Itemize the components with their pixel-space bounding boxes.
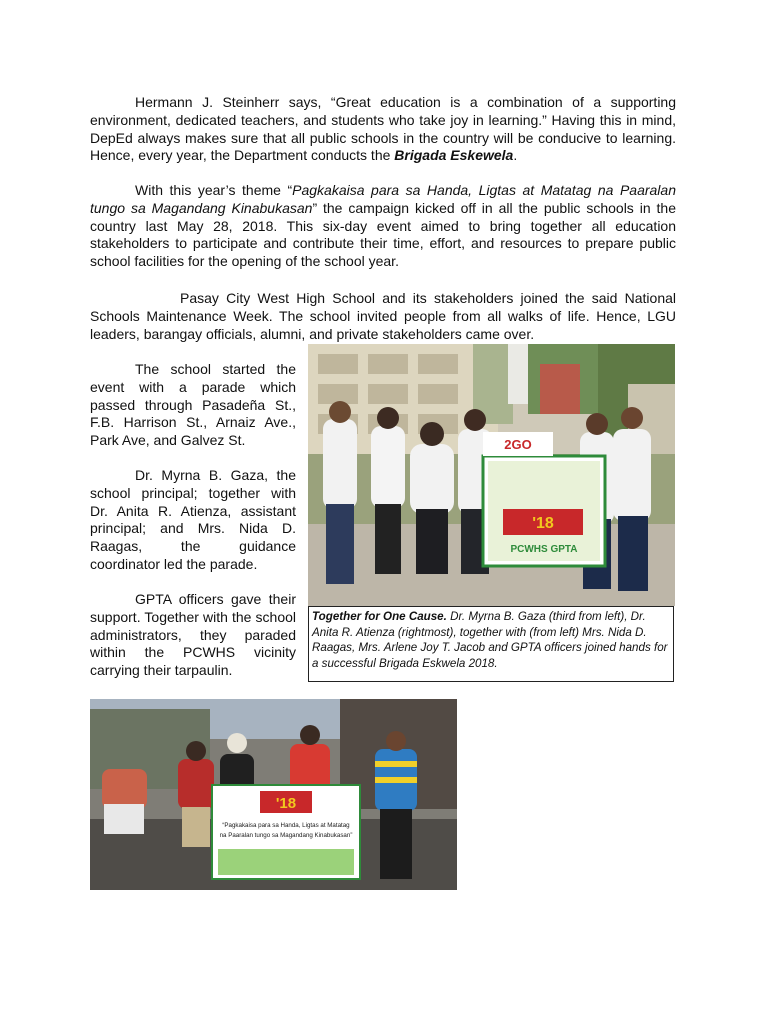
sign-text: 2GO [504, 437, 532, 452]
caption-text: Dr. Myrna B. Gaza (third from left), Dr. Anita R. Atienza (rightmost), together with (from left) Mrs. Nida D. Raagas, Mrs. Arlene Joy T. Jacob and GPTA officers joined hands for a successful Brigada Eskwela 2018. [312, 610, 668, 670]
parade-banner-line1: “Pagkakaisa para sa Handa, Ligtas at Matatag [222, 822, 350, 829]
theme-text-end: ” the campaign kicked off in all the public schools in the country last May 28, 2018. This six-day event aimed to bring together all education stakeholders to participate and contribute their time, effort, and resources to prepare public school facilities for the opening of the school year. [90, 199, 676, 270]
intro-text: Hermann J. Steinherr says, “Great education is a combination of a supporting environment, dedicated teachers, and students who take joy in learning.” Having this in mind, DepEd always makes sure that all public schools in the country will be conducive to learning. Hence, every year, the Department conducts the [90, 94, 676, 164]
group-photo [308, 344, 675, 606]
gpta-paragraph: GPTA officers gave their support. Together with the school administrators, they paraded within the PCWHS vicinity carrying their tarpaulin. [90, 591, 296, 679]
photo-caption [308, 606, 674, 682]
parade-banner-line2: na Paaralan tungo sa Magandang Kinabukasan” [219, 832, 353, 839]
parade-photo [90, 699, 457, 890]
group-photo-illustration [308, 344, 675, 606]
caption-lead: Together for One Cause. [312, 610, 447, 623]
banner-org-text: PCWHS GPTA [510, 544, 578, 555]
theme-paragraph [90, 182, 676, 271]
parade-banner-year: '18 [275, 795, 297, 812]
theme-text-start: With this year’s theme “ [135, 182, 293, 198]
parade-route-paragraph: The school started the event with a parade which passed through Pasadeña St., F.B. Harrison St., Arnaiz Ave., Park Ave, and Galvez St. [90, 361, 296, 449]
parade-leaders-paragraph: Dr. Myrna B. Gaza, the school principal; together with Dr. Anita R. Atienza, assistant principal; and Mrs. Nida D. Raagas, the guidance coordinator led the parade. [90, 467, 296, 572]
parade-photo-illustration [90, 699, 457, 890]
banner-year-text: '18 [532, 515, 554, 532]
intro-text-end: . [513, 147, 518, 164]
school-paragraph: Pasay City West High School and its stakeholders joined the said National Schools Maintenance Week. The school invited people from all walks of life. Hence, LGU leaders, barangay officials, alumni, and private stakeholders came over. [90, 290, 676, 342]
theme-title: Pagkakaisa para sa Handa, Ligtas at Matatag na Paaralan tungo sa Magandang Kinabukasan [90, 182, 676, 216]
brigada-emphasis: Brigada Eskewela [394, 147, 514, 164]
intro-paragraph [90, 94, 676, 165]
